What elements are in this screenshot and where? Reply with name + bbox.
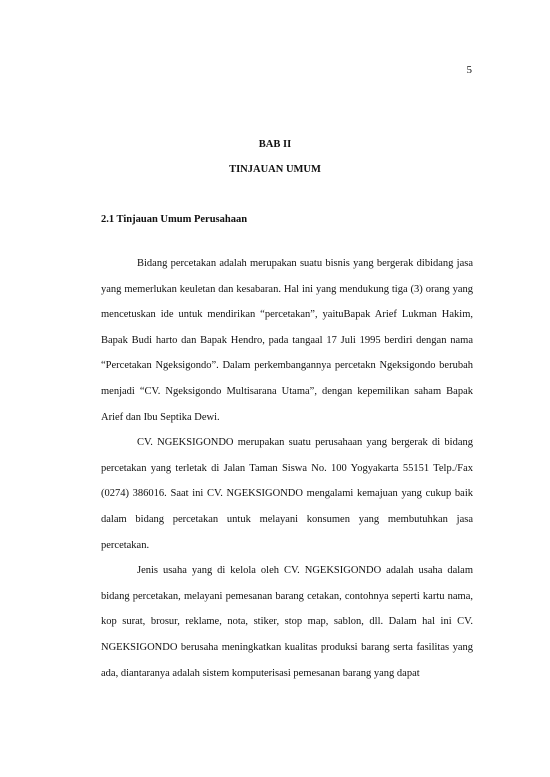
paragraph-2: CV. NGEKSIGONDO merupakan suatu perusahaan yang bergerak di bidang percetakan yang terletak di Jalan Taman Siswa No. 100 Yogyakarta 55151 Telp./Fax (0274) 386016. Saat ini CV. NGEKSIGONDO mengalami kemajuan yang cukup baik dalam bidang percetakan untuk melayani konsumen yang membutuhkan jasa percetakan. bbox=[101, 437, 473, 551]
chapter-title: TINJAUAN UMUM bbox=[229, 164, 321, 175]
section-heading: 2.1 Tinjauan Umum Perusahaan bbox=[101, 214, 248, 225]
paragraph-1: Bidang percetakan adalah merupakan suatu bisnis yang bergerak dibidang jasa yang memerlukan keuletan dan kesabaran. Hal ini yang mendukung tiga (3) orang yang mencetuskan ide untuk mendirikan “percetakan”, yaituBapak Arief Lukman Hakim, Bapak Budi harto dan Bapak Hendro, pada tangaal 17 Juli 1995 berdiri dengan nama “Percetakan Ngeksigondo”. Dalam perkembangannya percetakn Ngeksigondo berubah menjadi “CV. Ngeksigondo Multisarana Utama”, dengan kepemilikan saham Bapak Arief dan Ibu Septika Dewi. bbox=[101, 258, 473, 423]
paragraph-3: Jenis usaha yang di kelola oleh CV. NGEKSIGONDO adalah usaha dalam bidang percetakan, melayani pemesanan barang cetakan, contohnya seperti kartu nama, kop surat, brosur, reklame, nota, stiker, stop map, sablon, dll. Dalam hal ini CV. NGEKSIGONDO berusaha meningkatkan kualitas produksi barang serta fasilitas yang ada, diantaranya adalah sistem komputerisasi pemesanan barang yang dapat bbox=[101, 565, 473, 679]
body-text bbox=[101, 251, 473, 686]
page-number: 5 bbox=[466, 64, 472, 76]
chapter-label: BAB II bbox=[258, 139, 292, 150]
